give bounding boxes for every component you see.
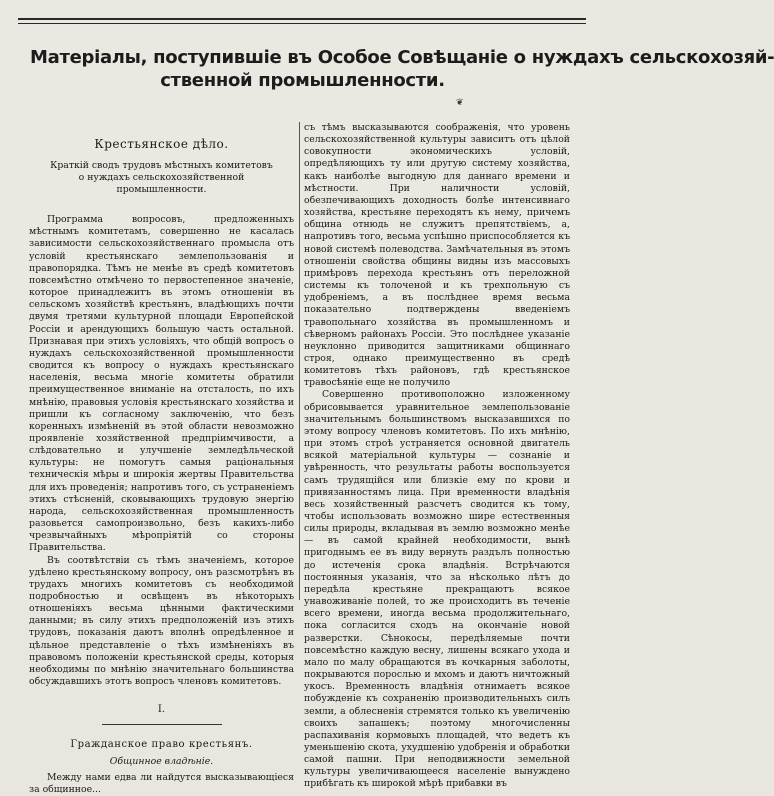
paragraph: съ тѣмъ высказываются соображенія, что уровень сельскохозяйственной культуры зависитъ отъ цѣлой совокупности экономическихъ условій, опредѣляющихъ ту или другую систему хозяйства, какъ наиболѣе выгодную для даннаго времени и мѣстности. При наличности условій, обезпечивающихъ доходность болѣе интенсивнаго хозяйства, крестьяне переходятъ къ нему, причемъ община отнюдь не служитъ препятствіемъ, а, напротивъ того, весьма успѣшно приспособляется къ новой системѣ полеводства. Замѣчательныя въ этомъ отношеніи свойства общины видны изъ массовыхъ примѣровъ перехода крестьянъ отъ переложной системы къ толоченой и къ трехпольную съ удобреніемъ, а въ послѣднее время весьма показательно подтверждены введеніемъ травопольнаго хозяйства въ промышленномъ и сѣверномъ районахъ Россіи. Это послѣднее указаніе неуклонно приводится защитниками общиннаго строя, однако преимущественно въ средѣ комитетовъ тѣхъ районовъ, гдѣ крестьянское травосѣяніе еще не получило (304, 122, 570, 389)
column-divider (299, 122, 300, 600)
page-title (30, 46, 774, 92)
ornament-icon: ❦ (456, 98, 464, 108)
chapter-subtitle: Общинное владѣніе. (109, 755, 214, 767)
paragraph: Въ соотвѣтствіи съ тѣмъ значеніемъ, которое удѣлено крестьянскому вопросу, онъ разсмотрѣнъ въ трудахъ многихъ комитетовъ съ необходимой подробностью и освѣщенъ въ нѣкоторыхъ отношеніяхъ весьма цѣнными фактическими данными; въ силу этихъ предположеній изъ этихъ трудовъ, показанія даютъ вполнѣ опредѣленное и цѣльное представленіе о тѣхъ измѣненіяхъ въ правовомъ положеніи крестьянской среды, которыя необходимы по мнѣнію значительнаго большинства обсуждавшихъ этотъ вопросъ членовъ комитетовъ. (29, 554, 294, 688)
paragraph: Программа вопросовъ, предложенныхъ мѣстнымъ комитетамъ, совершенно не касалась зависимости сельскохозяйственнаго промысла отъ условій крестьянскаго землепользованія и правопорядка. Тѣмъ не менѣе въ средѣ комитетовъ повсемѣстно отмѣчено то первостепенное значеніе, которое принадлежитъ въ этомъ отношеніи въ сельскомъ хозяйствѣ крестьянъ, владѣющихъ почти двумя третями культурной площади Европейской Россіи и арендующихъ большую часть остальной. Признавая при этихъ условіяхъ, что общій вопросъ о нуждахъ сельскохозяйственной промышленности сводится къ вопросу о нуждахъ крестьянскаго населенія, весьма многіе комитеты обратили преимущественное вниманіе на отсталость, по ихъ мнѣнію, правовыя условія крестьянскаго хозяйства и пришли къ согласному заключенію, что безъ коренныхъ измѣненій въ этой области невозможно проявленіе хозяйственной предпріимчивости, а слѣдовательно и улучшеніе земледѣльческой культуры: не помогутъ самыя раціональныя техническія мѣры и широкія жертвы Правительства для ихъ проведенія; напротивъ того, съ устраненіемъ этихъ стѣсненій, сковывающихъ трудовую энергію народа, сельскохозяйственная промышленность разовьется самопроизвольно, безъ какихъ-либо чрезвычайныхъ мѣропріятій со стороны Правительства. (29, 214, 294, 554)
section-subtitle: Краткій сводъ трудовъ мѣстныхъ комитетовъ о нуждахъ сельскохозяйственной промышленности. (50, 160, 273, 196)
header-rule-thin (18, 23, 586, 24)
chapter-title: Гражданское право крестьянъ. (70, 739, 253, 751)
header-rule (18, 18, 586, 20)
roman-numeral: I. (157, 704, 166, 716)
left-column (29, 122, 294, 796)
right-column (304, 122, 570, 791)
section-title: Крестьянское дѣло. (94, 137, 229, 151)
page-title-line2: ственной промышленности. (160, 70, 445, 91)
paragraph: Совершенно противоположно изложенному обрисовывается уравнительное землепользованіе значительнымъ большинствомъ высказавшихся по этому вопросу членовъ комитетовъ. По ихъ мнѣнію, при этомъ строѣ устраняется основной двигатель всякой матеріальной культуры — сознаніе и увѣренность, что результаты работы воспользуется самъ трудящійся или близкіе ему по крови и привязанностямъ лица. При временности владѣнія весь хозяйственный разсчетъ сводится къ тому, чтобы использовать возможно шире естественныя силы природы, вкладывая въ землю возможно менѣе — въ самой крайней необходимости, вынѣ пригоднымъ ее въ виду вернуть раздълъ полностью до истеченія срока владѣнія. Встрѣчаются постоянныя указанія, что за нѣсколько лѣтъ до передѣла крестьяне прекращаютъ всякое унавоживаніе полей, то же происходитъ въ теченіе всего времени, иногда весьма продолжительнаго, пока согласится сходъ на окончаніе новой разверстки. Сѣнокосы, передѣляемые почти повсемѣстно каждую весну, лишены всякаго ухода и мало по малу обращаются въ кочкарныя заболоты, покрываются порослью и мхомъ и даютъ ничтожный укосъ. Временность владѣнія отнимаетъ всякое побужденіе къ сохраненію производительныхъ силъ земли, а облесненія стремятся только къ увеличенію своихъ запашекъ; поэтому многочисленны распахиванія кормовыхъ площадей, что ведетъ къ уменьшенію скота, ухудшенію удобренія и обработки самой пашни. При неподвижности земельной культуры увеличивающееся населеніе вынуждено прибѣгать къ широкой мѣрѣ прибавки въ (304, 389, 570, 790)
paragraph: Между нами едва ли найдутся высказывающіеся за общинное... (29, 771, 294, 795)
page-title-line1: Матеріалы, поступившіе въ Особое Совѣщаніе о нуждахъ сельскохозяй- (30, 47, 774, 68)
